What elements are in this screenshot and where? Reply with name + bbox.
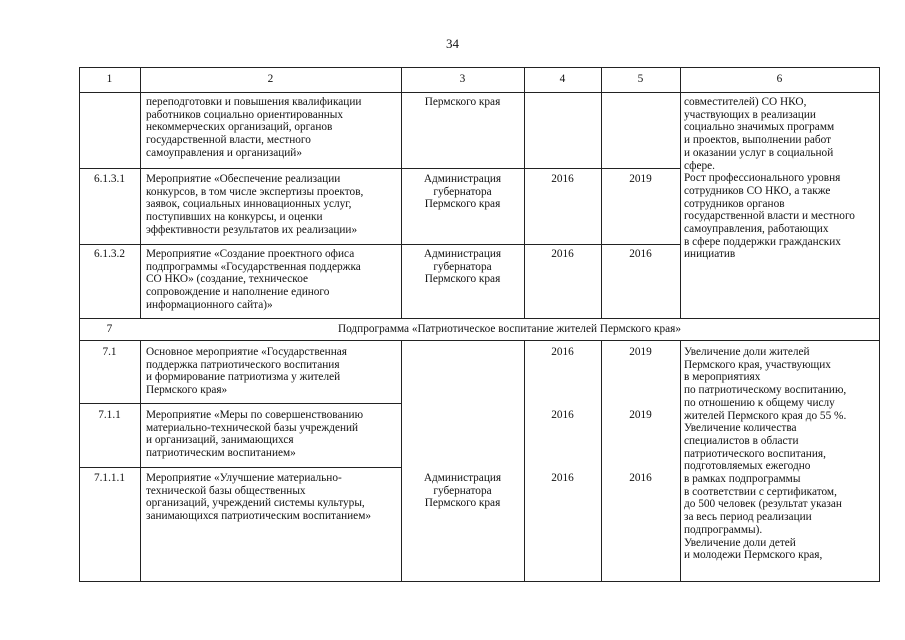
row-711-name: Мероприятие «Меры по совершенствованию материально-технической базы учреждений и организаций, занимающихся патриотическим воспитанием»	[146, 409, 364, 460]
row-6132-name: Мероприятие «Создание проектного офиса подпрограммы «Государственная поддержка СО НКО» (создание, техническое сопровождение и наполнение единого информационного сайта)»	[146, 248, 361, 311]
row-6132-executor: Администрация губернатора Пермского края	[423, 248, 502, 286]
row-7-number: 7	[106, 323, 113, 335]
row-6131-start: 2016	[551, 173, 574, 185]
header-col-6: 6	[776, 73, 783, 85]
row-71-name: Основное мероприятие «Государственная поддержка патриотического воспитания и формирование патриотизма у жителей Пермского края»	[146, 346, 347, 397]
header-col-1: 1	[106, 73, 113, 85]
row-6132-start: 2016	[551, 248, 574, 260]
cont-row-result: совместителей) СО НКО, участвующих в реализации социально значимых программ и проектов, выполнении работ и оказании услуг в социальной сфере. Рост профессионального уровня сотрудников СО НКО, а также сотрудников органов государственной власти и местного самоуправления, работающих в сфере поддержки гражданских инициатив	[684, 96, 855, 261]
row-711-number: 7.1.1	[98, 409, 121, 421]
cont-row-executor: Пермского края	[424, 96, 501, 108]
header-col-2: 2	[267, 73, 274, 85]
header-col-5: 5	[637, 73, 644, 85]
row-71-start: 2016	[551, 346, 574, 358]
row-7111-end: 2016	[629, 472, 652, 484]
row-6132-end: 2016	[629, 248, 652, 260]
row-6131-name: Мероприятие «Обеспечение реализации конкурсов, в том числе экспертизы проектов, заявок, социальных инновационных услуг, поступивших на конкурсы, и оценки эффективности результатов их реализации»	[146, 173, 364, 236]
row-71-end: 2019	[629, 346, 652, 358]
subprogram-title: Подпрограмма «Патриотическое воспитание жителей Пермского края»	[337, 323, 682, 335]
cont-row-name: переподготовки и повышения квалификации работников социально ориентированных некоммерческих организаций, органов государственной власти, местного самоуправления и организаций»	[146, 96, 362, 159]
row-7111-name: Мероприятие «Улучшение материально- технической базы общественных организаций, учреждений системы культуры, занимающихся патриотическим воспитанием»	[146, 472, 371, 523]
row-711-start: 2016	[551, 409, 574, 421]
row-6131-number: 6.1.3.1	[93, 173, 126, 185]
row-6132-number: 6.1.3.2	[93, 248, 126, 260]
row-7111-number: 7.1.1.1	[93, 472, 126, 484]
header-col-4: 4	[559, 73, 566, 85]
page-number: 34	[446, 36, 459, 51]
row-711-end: 2019	[629, 409, 652, 421]
row-71-result: Увеличение доли жителей Пермского края, участвующих в мероприятиях по патриотическому воспитанию, по отношению к общему числу жителей Пермского края до 55 %. Увеличение количества специалистов в области патриотического воспитания, подготовляемых ежегодно в рамках подпрограммы в соответствии с сертификатом, до 500 человек (результат указан за весь период реализации подпрограммы). Увеличение доли детей и молодежи Пермского края,	[684, 346, 847, 562]
row-6131-end: 2019	[629, 173, 652, 185]
row-7111-executor: Администрация губернатора Пермского края	[423, 472, 502, 510]
row-71-number: 7.1	[102, 346, 117, 358]
row-6131-executor: Администрация губернатора Пермского края	[423, 173, 502, 211]
row-7111-start: 2016	[551, 472, 574, 484]
header-col-3: 3	[459, 73, 466, 85]
